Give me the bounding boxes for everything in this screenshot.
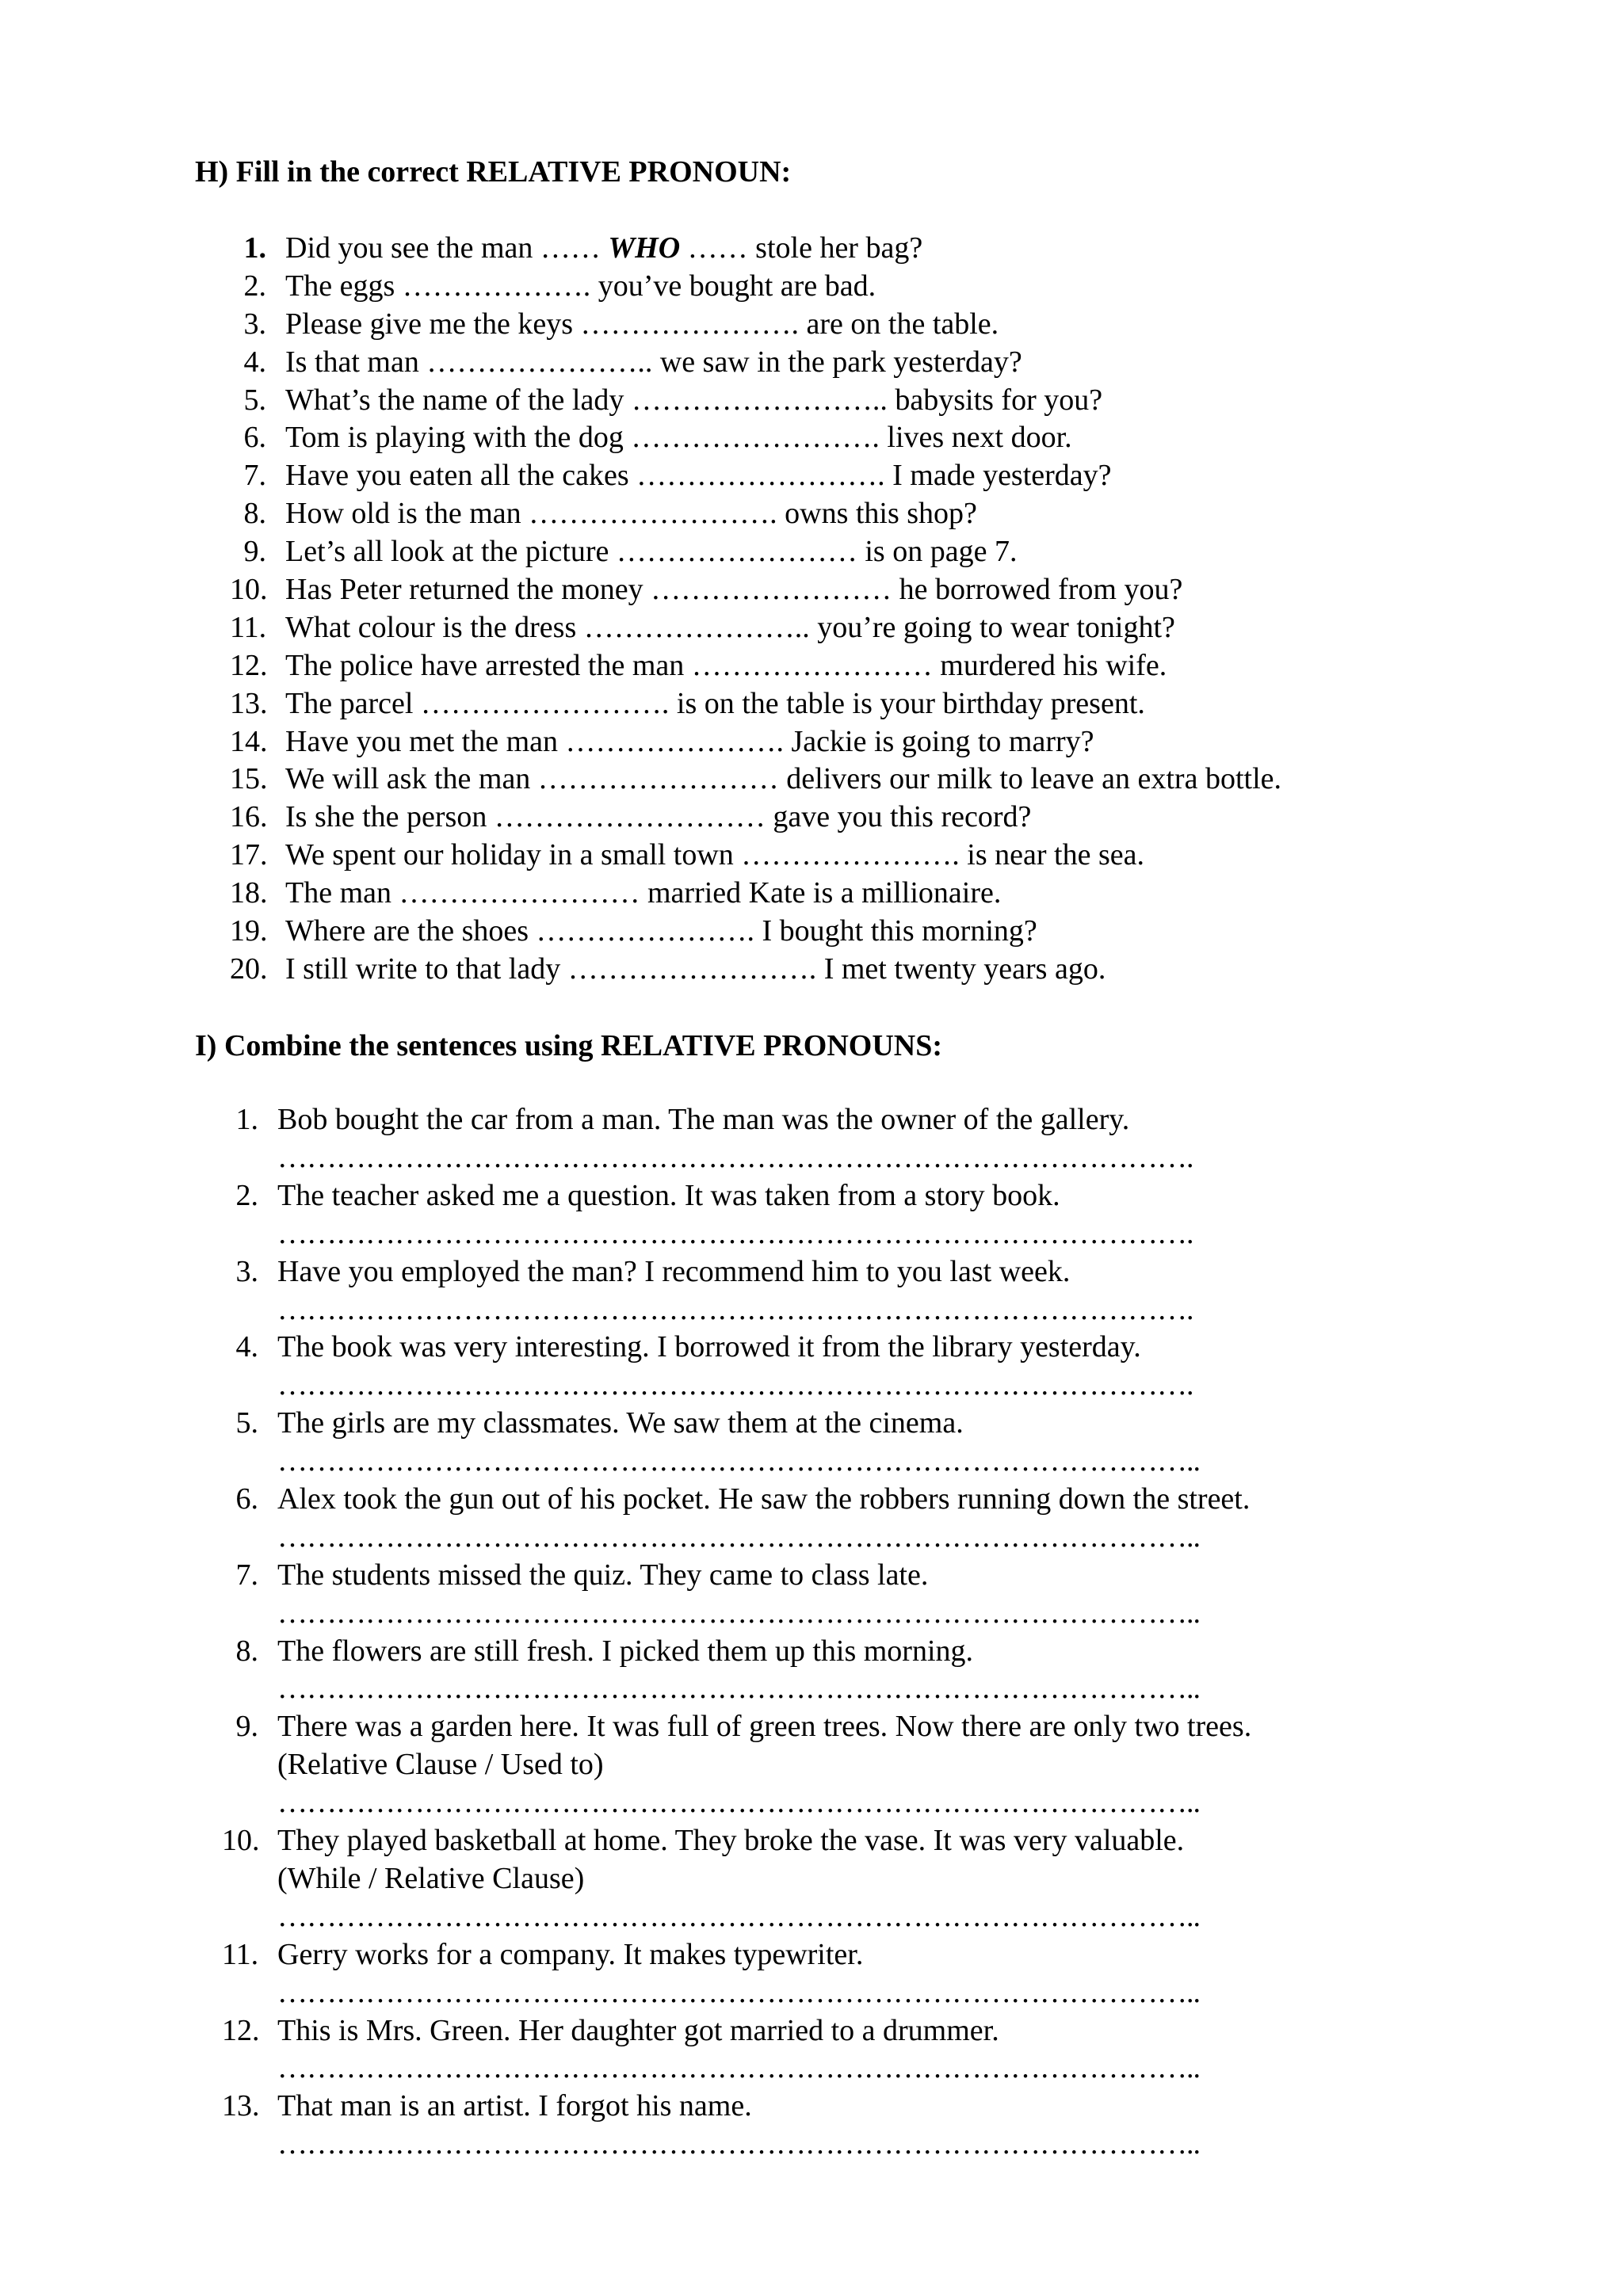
answer-line[interactable]: ………………………………………………………………………………….. [277, 1672, 1200, 1706]
sentence-line: The flowers are still fresh. I picked them up this morning. [277, 1634, 974, 1668]
sentence-text[interactable]: How old is the man ……………………. owns this shop? [285, 497, 977, 531]
item-number: 13. [230, 686, 268, 720]
item-number: 4. [235, 1330, 258, 1364]
fill-in-item [230, 799, 1281, 837]
combine-item [222, 1481, 1251, 1557]
fill-in-item [230, 268, 1281, 306]
combine-item [222, 1557, 1251, 1633]
sentence-line: Gerry works for a company. It makes typewriter. [277, 1937, 864, 1971]
item-number: 17. [230, 838, 268, 872]
fill-in-item [230, 647, 1281, 685]
sentence-text[interactable]: The eggs ………………. you’ve bought are bad. [285, 269, 876, 303]
combine-item [222, 1101, 1251, 1177]
item-number: 10. [230, 573, 268, 607]
sentence-line: Have you employed the man? I recommend him to you last week. [277, 1254, 1071, 1288]
sentence-line: This is Mrs. Green. Her daughter got married to a drummer. [277, 2013, 999, 2047]
answer-line[interactable]: …………………………………………………………………………………. [277, 1140, 1193, 1174]
section-h-title: H) Fill in the correct RELATIVE PRONOUN: [195, 155, 792, 189]
item-number: 9. [235, 1710, 258, 1744]
fill-in-item [230, 419, 1281, 457]
sentence-text[interactable]: What colour is the dress ………………….. you’re going to wear tonight? [285, 610, 1175, 644]
fill-in-item [230, 457, 1281, 495]
item-number: 11. [222, 1937, 259, 1971]
item-number: 18. [230, 876, 268, 910]
answer-line[interactable]: …………………………………………………………………………………. [277, 1368, 1193, 1402]
item-number: 3. [243, 307, 266, 341]
sentence-line: The girls are my classmates. We saw them at the cinema. [277, 1406, 964, 1440]
item-number: 13. [222, 2089, 260, 2123]
item-number: 19. [230, 914, 268, 948]
sentence-text[interactable]: Has Peter returned the money …………………… he borrowed from you? [285, 573, 1183, 607]
sentence-text[interactable]: Is that man ………………….. we saw in the park yesterday? [285, 345, 1022, 379]
fill-in-item [230, 913, 1281, 951]
combine-item [222, 1177, 1251, 1253]
sentence-line: The teacher asked me a question. It was taken from a story book. [277, 1178, 1060, 1212]
sentence-line: (While / Relative Clause) [277, 1861, 585, 1895]
sentence-text[interactable]: Please give me the keys …………………. are on the table. [285, 307, 999, 341]
sentence-line: They played basketball at home. They broke the vase. It was very valuable. [277, 1824, 1185, 1858]
item-number: 3. [235, 1254, 258, 1288]
item-number: 12. [222, 2013, 260, 2047]
answer-line[interactable]: ………………………………………………………………………………….. [277, 1444, 1200, 1478]
combine-item [222, 1708, 1251, 1822]
sentence-text[interactable]: The police have arrested the man …………………… murdered his wife. [285, 648, 1167, 682]
item-number: 1. [243, 231, 266, 265]
sentence-line: There was a garden here. It was full of green trees. Now there are only two trees. [277, 1710, 1252, 1744]
item-number: 20. [230, 952, 268, 986]
combine-item [222, 1253, 1251, 1329]
fill-in-item [230, 230, 1281, 268]
item-number: 7. [235, 1558, 258, 1592]
item-number: 8. [243, 497, 266, 531]
combine-item [222, 1633, 1251, 1709]
answer-line[interactable]: ………………………………………………………………………………….. [277, 1520, 1200, 1554]
sentence-text[interactable]: Where are the shoes …………………. I bought this morning? [285, 914, 1037, 948]
item-number: 9. [243, 535, 266, 569]
fill-in-item [230, 571, 1281, 609]
item-number: 5. [235, 1406, 258, 1440]
fill-in-item [230, 761, 1281, 799]
fill-in-item [230, 875, 1281, 913]
sentence-line: The students missed the quiz. They came to class late. [277, 1558, 929, 1592]
sentence-line: Alex took the gun out of his pocket. He saw the robbers running down the street. [277, 1482, 1251, 1516]
fill-in-item [230, 495, 1281, 533]
sentence-line: The book was very interesting. I borrowed it from the library yesterday. [277, 1330, 1141, 1364]
sentence-text[interactable]: Let’s all look at the picture …………………… is on page 7. [285, 535, 1018, 569]
fill-in-item [230, 306, 1281, 344]
sentence-line: (Relative Clause / Used to) [277, 1748, 604, 1782]
fill-in-list [230, 230, 1281, 989]
item-number: 8. [235, 1634, 258, 1668]
answer-line[interactable]: ………………………………………………………………………………….. [277, 1786, 1200, 1820]
combine-item [222, 2012, 1251, 2088]
combine-item [222, 1329, 1251, 1405]
section-i-title: I) Combine the sentences using RELATIVE PRONOUNS: [195, 1029, 943, 1062]
fill-in-item [230, 533, 1281, 571]
combine-list [222, 1101, 1251, 2164]
fill-in-item [230, 609, 1281, 647]
fill-in-item [230, 723, 1281, 761]
fill-in-item [230, 951, 1281, 989]
item-number: 2. [235, 1178, 258, 1212]
sentence-text[interactable]: Have you eaten all the cakes ……………………. I made yesterday? [285, 459, 1112, 493]
answer-line[interactable]: ………………………………………………………………………………….. [277, 2051, 1200, 2085]
sentence-line: That man is an artist. I forgot his name. [277, 2089, 752, 2123]
sentence-text[interactable]: What’s the name of the lady …………………….. babysits for you? [285, 383, 1103, 417]
answer-line[interactable]: ………………………………………………………………………………….. [277, 1899, 1200, 1933]
item-number: 16. [230, 800, 268, 834]
sentence-text[interactable]: The parcel ……………………. is on the table is your birthday present. [285, 686, 1145, 720]
answer-line[interactable]: ………………………………………………………………………………….. [277, 1975, 1200, 2009]
combine-item [222, 2088, 1251, 2164]
sentence-text[interactable]: The man …………………… married Kate is a millionaire. [285, 876, 1002, 910]
sentence-text[interactable]: Tom is playing with the dog ……………………. lives next door. [285, 421, 1072, 455]
sentence-text[interactable]: We spent our holiday in a small town …………………. is near the sea. [285, 838, 1144, 872]
sentence-text[interactable]: I still write to that lady ……………………. I met twenty years ago. [285, 952, 1106, 986]
item-number: 10. [222, 1824, 260, 1858]
item-number: 12. [230, 648, 268, 682]
combine-item [222, 1822, 1251, 1936]
item-number: 14. [230, 724, 268, 758]
answer-line[interactable]: ………………………………………………………………………………….. [277, 1596, 1200, 1630]
combine-item [222, 1936, 1251, 2012]
sentence-before: Did you see the man …… [285, 231, 609, 265]
item-number: 6. [243, 421, 266, 455]
item-number: 5. [243, 383, 266, 417]
fill-in-item [230, 685, 1281, 723]
answer-text: WHO [608, 231, 681, 265]
item-number: 15. [230, 762, 268, 796]
sentence-after: …… stole her bag? [680, 231, 923, 265]
fill-in-item [230, 837, 1281, 875]
sentence-text[interactable]: Have you met the man …………………. Jackie is going to marry? [285, 724, 1094, 758]
item-number: 7. [243, 459, 266, 493]
answer-line[interactable]: ………………………………………………………………………………….. [277, 2127, 1200, 2161]
fill-in-item [230, 382, 1281, 420]
answer-line[interactable]: …………………………………………………………………………………. [277, 1292, 1193, 1326]
combine-item [222, 1405, 1251, 1481]
item-number: 11. [230, 610, 267, 644]
sentence-text[interactable]: We will ask the man …………………… delivers our milk to leave an extra bottle. [285, 762, 1281, 796]
item-number: 2. [243, 269, 266, 303]
item-number: 6. [235, 1482, 258, 1516]
sentence-line: Bob bought the car from a man. The man was the owner of the gallery. [277, 1103, 1130, 1136]
sentence-text[interactable]: Is she the person ……………………… gave you this record? [285, 800, 1032, 834]
answer-line[interactable]: …………………………………………………………………………………. [277, 1216, 1193, 1250]
item-number: 4. [243, 345, 266, 379]
fill-in-item [230, 344, 1281, 382]
item-number: 1. [235, 1103, 258, 1136]
